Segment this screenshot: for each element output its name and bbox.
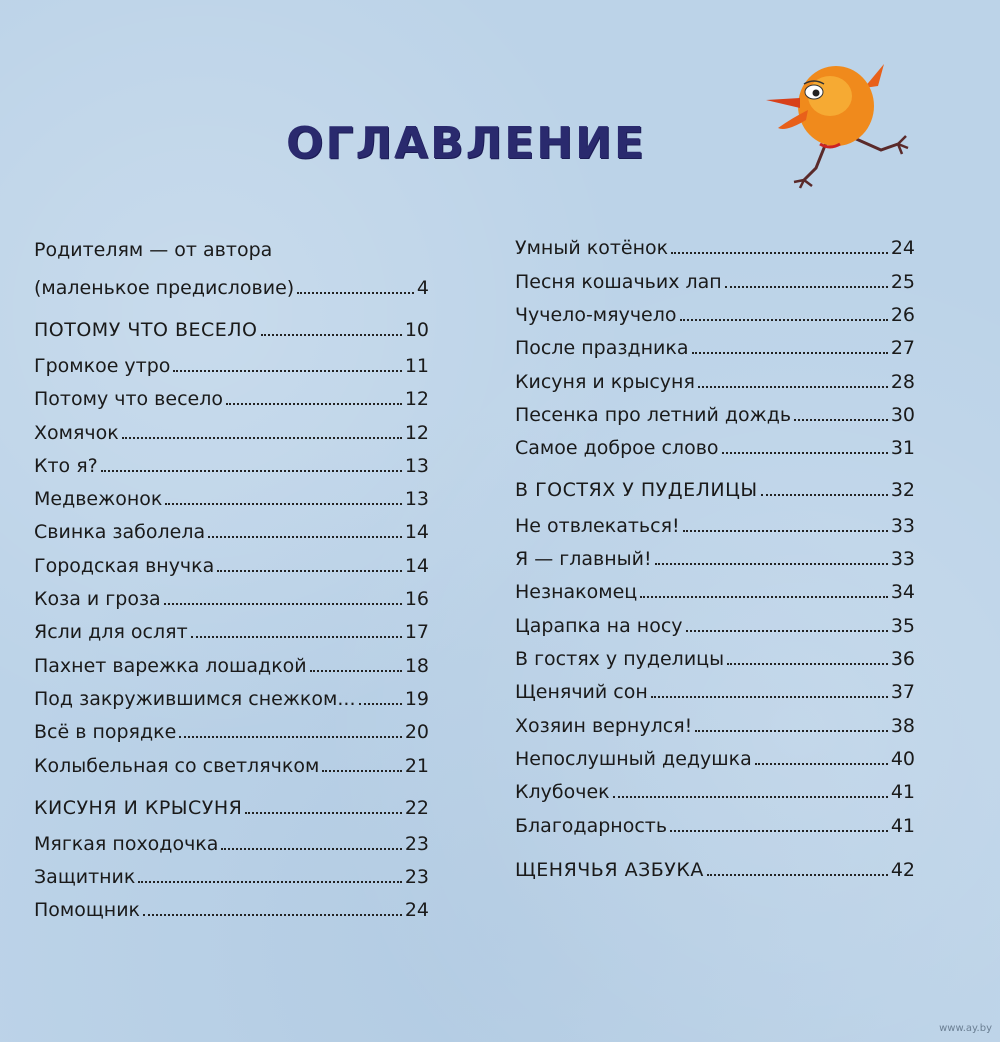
toc-entry-row	[34, 826, 429, 856]
toc-page-number: 24	[404, 899, 429, 921]
toc-entry-row	[34, 381, 429, 411]
toc-entry-row	[515, 397, 915, 427]
toc-leader-dots	[695, 730, 888, 732]
toc-entry-row	[34, 714, 429, 744]
toc-entry-title: В гостях у пуделицы	[515, 648, 725, 670]
toc-leader-dots	[698, 386, 888, 388]
toc-entry-row	[34, 748, 429, 778]
toc-section-row	[34, 790, 429, 820]
toc-page-number: 10	[404, 319, 429, 341]
toc-entry-row	[34, 892, 429, 922]
toc-leader-dots	[707, 874, 888, 876]
toc-entry-row	[515, 641, 915, 671]
toc-entry-title: Благодарность	[515, 815, 668, 837]
toc-section-row	[34, 312, 429, 342]
toc-entry-title: Защитник	[34, 866, 136, 888]
toc-section-title: В ГОСТЯХ У ПУДЕЛИЦЫ	[515, 479, 758, 501]
toc-entry-title: Клубочек	[515, 781, 610, 803]
toc-leader-dots	[683, 530, 888, 532]
toc-page-number: 35	[890, 615, 915, 637]
toc-leader-dots	[310, 670, 402, 672]
toc-leader-dots	[655, 563, 888, 565]
toc-page-number: 11	[404, 355, 429, 377]
toc-page-number: 40	[890, 748, 915, 770]
toc-entry-row	[515, 264, 915, 294]
toc-section-title: ЩЕНЯЧЬЯ АЗБУКА	[515, 859, 704, 881]
toc-entry-row	[34, 448, 429, 478]
toc-entry-title: Самое доброе слово	[515, 437, 719, 459]
toc-leader-dots	[761, 494, 888, 496]
toc-page-number: 42	[890, 859, 915, 881]
toc-page-number: 27	[890, 337, 915, 359]
toc-entry-title: Громкое утро	[34, 355, 171, 377]
toc-entry-title: Мягкая походочка	[34, 833, 219, 855]
toc-leader-dots	[692, 352, 888, 354]
toc-page-number: 4	[416, 277, 429, 299]
toc-entry-row	[515, 541, 915, 571]
toc-entry-row	[34, 238, 429, 268]
toc-entry-title: Помощник	[34, 899, 141, 921]
toc-page-number: 12	[404, 422, 429, 444]
toc-page-number: 19	[404, 688, 429, 710]
toc-entry-row	[515, 297, 915, 327]
toc-page-number: 16	[404, 588, 429, 610]
toc-leader-dots	[101, 470, 402, 472]
toc-page-number: 37	[890, 681, 915, 703]
toc-entry-title: Колыбельная со светлячком	[34, 755, 320, 777]
toc-leader-dots	[226, 403, 402, 405]
toc-page-number: 33	[890, 548, 915, 570]
toc-entry-row	[34, 614, 429, 644]
toc-entry-title: Коза и гроза	[34, 588, 161, 610]
toc-entry-row	[34, 548, 429, 578]
toc-entry-title: Ясли для ослят	[34, 621, 188, 643]
toc-page-number: 12	[404, 388, 429, 410]
toc-entry-title: Кисуня и крысуня	[515, 371, 695, 393]
toc-entry-title: Незнакомец	[515, 581, 638, 603]
toc-entry-row	[515, 430, 915, 460]
toc-entry-title: Всё в порядке	[34, 721, 177, 743]
toc-entry-row	[515, 674, 915, 704]
toc-section-row	[515, 472, 915, 502]
toc-page-number: 14	[404, 555, 429, 577]
toc-page-number: 32	[890, 479, 915, 501]
toc-entry-title: Не отвлекаться!	[515, 515, 680, 537]
toc-entry-title: Чучело-мяучело	[515, 304, 677, 326]
toc-entry-row	[515, 364, 915, 394]
toc-page-number: 13	[404, 455, 429, 477]
toc-leader-dots	[217, 570, 402, 572]
toc-entry-row	[515, 708, 915, 738]
toc-entry-row	[515, 330, 915, 360]
toc-entry-row	[34, 581, 429, 611]
toc-entry-title: Кто я?	[34, 455, 98, 477]
toc-entry-title: Хозяин вернулся!	[515, 715, 693, 737]
toc-page-number: 22	[404, 797, 429, 819]
toc-entry-title: Родителям — от автора	[34, 239, 273, 261]
toc-page-number: 14	[404, 521, 429, 543]
page-title: ОГЛАВЛЕНИЕ	[286, 118, 646, 169]
toc-entry-title: Городская внучка	[34, 555, 215, 577]
toc-leader-dots	[122, 437, 402, 439]
toc-page-number: 23	[404, 866, 429, 888]
toc-leader-dots	[671, 252, 888, 254]
toc-leader-dots	[722, 452, 888, 454]
toc-leader-dots	[297, 292, 414, 294]
toc-leader-dots	[613, 796, 888, 798]
toc-page-number: 31	[890, 437, 915, 459]
toc-entry-row	[34, 859, 429, 889]
toc-page-number: 34	[890, 581, 915, 603]
toc-entry-title: Песенка про летний дождь	[515, 404, 792, 426]
toc-entry-title: Я — главный!	[515, 548, 652, 570]
toc-page-number: 13	[404, 488, 429, 510]
toc-page-number: 41	[890, 815, 915, 837]
toc-entry-row	[34, 681, 429, 711]
toc-page-number: 20	[404, 721, 429, 743]
toc-entry-row	[34, 270, 429, 300]
toc-entry-row	[515, 608, 915, 638]
toc-page-number: 23	[404, 833, 429, 855]
toc-entry-title: Хомячок	[34, 422, 119, 444]
toc-leader-dots	[221, 848, 401, 850]
toc-entry-title: Щенячий сон	[515, 681, 648, 703]
toc-leader-dots	[208, 536, 402, 538]
toc-leader-dots	[179, 736, 402, 738]
toc-entry-row	[515, 774, 915, 804]
toc-entry-title: Под закружившимся снежком...	[34, 688, 356, 710]
toc-entry-row	[34, 481, 429, 511]
toc-leader-dots	[322, 770, 402, 772]
toc-leader-dots	[725, 286, 888, 288]
toc-entry-row	[515, 508, 915, 538]
toc-entry-row	[34, 514, 429, 544]
toc-entry-row	[34, 348, 429, 378]
toc-section-title: КИСУНЯ И КРЫСУНЯ	[34, 797, 243, 819]
chick-illustration	[756, 48, 916, 198]
toc-page-number: 33	[890, 515, 915, 537]
toc-entry-row	[515, 741, 915, 771]
toc-page-number: 24	[890, 237, 915, 259]
toc-entry-row	[515, 574, 915, 604]
toc-leader-dots	[755, 763, 888, 765]
toc-page-number: 25	[890, 271, 915, 293]
toc-leader-dots	[651, 696, 888, 698]
toc-entry-title: Песня кошачьих лап	[515, 271, 722, 293]
toc-entry-row	[34, 415, 429, 445]
toc-leader-dots	[680, 319, 888, 321]
toc-page-number: 41	[890, 781, 915, 803]
watermark: www.ay.by	[939, 1023, 992, 1034]
toc-page-number: 36	[890, 648, 915, 670]
toc-page-number: 21	[404, 755, 429, 777]
toc-entry-title: (маленькое предисловие)	[34, 277, 295, 299]
toc-section-title: ПОТОМУ ЧТО ВЕСЕЛО	[34, 319, 258, 341]
toc-leader-dots	[686, 630, 888, 632]
toc-entry-title: Свинка заболела	[34, 521, 206, 543]
toc-entry-row	[34, 648, 429, 678]
toc-leader-dots	[173, 370, 401, 372]
toc-page-number: 28	[890, 371, 915, 393]
toc-page-number: 18	[404, 655, 429, 677]
toc-leader-dots	[245, 812, 401, 814]
toc-leader-dots	[727, 663, 888, 665]
toc-leader-dots	[164, 603, 402, 605]
toc-leader-dots	[143, 914, 402, 916]
toc-leader-dots	[261, 334, 402, 336]
toc-leader-dots	[670, 830, 888, 832]
toc-page-number: 30	[890, 404, 915, 426]
toc-entry-row	[515, 230, 915, 260]
toc-entry-title: Непослушный дедушка	[515, 748, 752, 770]
toc-entry-title: Потому что весело	[34, 388, 223, 410]
toc-page-number: 26	[890, 304, 915, 326]
toc-page-number: 17	[404, 621, 429, 643]
toc-section-row	[515, 852, 915, 882]
toc-entry-title: Медвежонок	[34, 488, 163, 510]
toc-leader-dots	[794, 419, 888, 421]
toc-entry-title: Умный котёнок	[515, 237, 669, 259]
toc-entry-row	[515, 808, 915, 838]
toc-leader-dots	[359, 703, 402, 705]
toc-entry-title: Царапка на носу	[515, 615, 683, 637]
toc-leader-dots	[191, 636, 402, 638]
toc-entry-title: Пахнет варежка лошадкой	[34, 655, 307, 677]
toc-leader-dots	[640, 596, 888, 598]
toc-entry-title: После праздника	[515, 337, 689, 359]
toc-leader-dots	[165, 503, 401, 505]
toc-page-number: 38	[890, 715, 915, 737]
toc-leader-dots	[138, 881, 401, 883]
